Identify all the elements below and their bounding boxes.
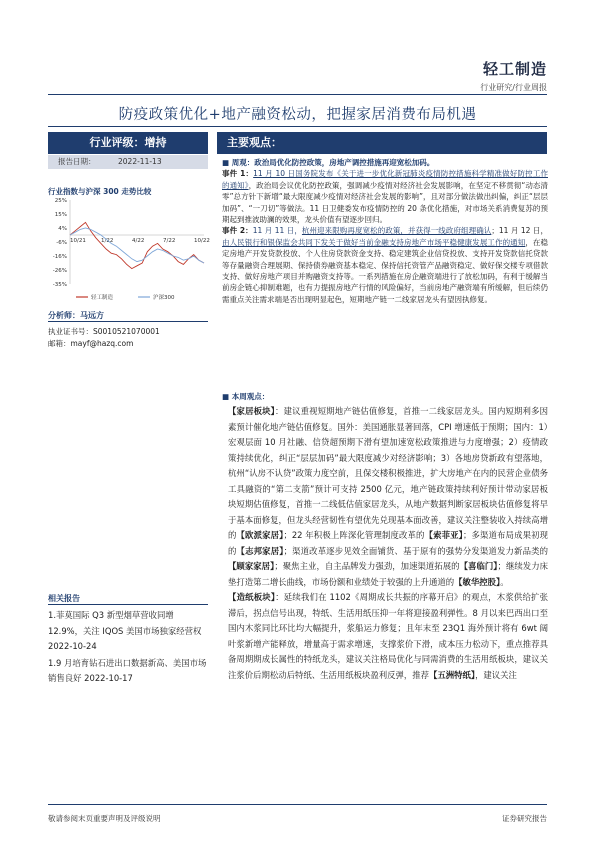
footer-divider: [48, 804, 547, 805]
home-furnishing-text: 。: [500, 576, 509, 587]
y-tick-label: 25%: [54, 198, 67, 204]
home-furnishing-tag: 【家居板块】: [228, 406, 276, 416]
related-report-item[interactable]: 1.菲莫国际 Q3 新型烟草营收同增 12.9%，关注 IQOS 美国市场独家经营权 2022-10-24: [48, 610, 202, 651]
event-2-tag: 事件 2：: [222, 226, 253, 236]
x-tick-label: 10/22: [194, 238, 210, 244]
paper-tag: 【造纸板块】: [228, 592, 276, 602]
y-tick-label: 4%: [58, 226, 67, 232]
this-week-heading: ■ 本周观点：: [222, 392, 270, 401]
event-2-date-a: 11 月 11 日，: [252, 226, 302, 236]
event-2: [222, 225, 548, 305]
event-1-tag: 事件 1：: [222, 169, 254, 179]
event-1: [222, 168, 548, 225]
report-title: 防疫政策优化+地产融资松动，把握家居消费布局机遇: [118, 107, 477, 123]
company-sleemon: 【喜临门】: [459, 561, 498, 571]
company-kuka: 【顾家家居】: [228, 561, 275, 571]
index-chart: [48, 196, 208, 306]
event-2-highlight-2: 由人民银行和银保监会共同下发关于做好当前金融支持房地产市场平稳健康发展工作的通知: [222, 237, 526, 247]
footer-label: 证券研究报告: [502, 814, 547, 823]
industry-rating: 行业评级：增持: [48, 132, 208, 154]
related-divider: [48, 604, 208, 605]
legend-label: 沪深300: [153, 295, 175, 301]
related-report-item[interactable]: 1.9 月培育钻石进出口数据新高、美国市场销售良好 2022-10-17: [48, 657, 207, 683]
report-date-label: 报告日期：: [58, 157, 96, 166]
company-wuzhou: 【五洲特纸】: [429, 669, 476, 680]
home-furnishing-text: ；聚焦主业，自主品牌发力强劲，加速渠道拓展的: [274, 561, 460, 571]
home-furnishing-text: ；渠道改革逐步见效全面铺货、基于原有的强势分发渠道发力新品类的: [283, 545, 549, 556]
home-furnishing-text: ；22 年积极上阵深化管理制度改革的: [283, 530, 425, 540]
home-furnishing-paragraph: [228, 404, 548, 590]
event-2-highlight-1: 杭州迎来限购再度宽松的政策，并获得一线政府组理确认: [301, 226, 492, 236]
company-manwah: 【敏华控股】: [454, 576, 501, 587]
x-tick-label: 10/21: [70, 238, 86, 244]
home-furnishing-text: ；多渠道布局成果初现的: [228, 530, 549, 556]
home-furnishing-text: ；继续发力床垫打造第二增长曲线，市场份额和业绩处于较强的上升通道的: [228, 561, 549, 587]
x-tick-label: 4/22: [132, 238, 145, 244]
chart-title: 行业指数与沪深 300 走势比较: [48, 187, 152, 196]
event-2-date-b: ；11 月 12 日，: [491, 226, 548, 236]
company-oppein: 【欧派家居】: [236, 530, 284, 540]
y-tick-label: -6%: [56, 240, 67, 246]
footer-disclaimer: 敬请参阅末页重要声明及评级说明: [48, 814, 161, 823]
event-2-text: ，在稳定房地产开发贷款投放、个人住房贷款资金支持、稳定建筑企业信贷投放、支持开发贷款信托贷款等存量融资合理展期、保持债券融资基本稳定、保持信托资管产品融资稳定、做好保交楼专项借款支持、做好房地产项目并购融资支持等。一系列措施在房企融资端进行了放松加码，有利于缓解当前房企链心抑制难题，也有力提振房地产行情的风险偏好，当前房地产融资端有所缓解，但后续仍需重点关注需求端是否出现明显起色，短期地产链一二线家居龙头有望因执修复。: [222, 237, 549, 304]
main-points-header: 主要观点：: [217, 132, 547, 154]
y-tick-label: -35%: [52, 282, 67, 288]
related-reports-list: [48, 608, 210, 688]
event-1-text: ，政治局会议优化防控政策，强调减少疫情对经济社会发展影响，在坚定不移贯彻“动态清零”总方针下新增“最大限度减少疫情对经济社会发展的影响”，且对部分做法做出纠偏，纠正“层层加码”、“一刀切”等做法。11 日卫健委发布疫情防控的 20 条优化措施，对市场关系消费复苏的预期起到推波助澜的效果，龙头价值有望逐步回归。: [222, 180, 548, 225]
paper-paragraph: [228, 590, 548, 683]
this-week-section: [228, 404, 548, 683]
weekly-view-heading: ■ 周观：政治局优化防控政策，房地产调控措施再迎宽松加码。: [222, 158, 435, 167]
analyst-title: 分析师：马远方: [48, 311, 104, 320]
x-tick-label: 7/22: [163, 238, 176, 244]
report-date-bar: [48, 155, 208, 169]
y-tick-label: -26%: [52, 268, 67, 274]
company-sophia: 【索菲亚】: [424, 530, 463, 540]
sector-title: 轻工制造: [482, 60, 547, 78]
weekly-view-section: [222, 157, 548, 305]
paper-text: ：延续我们在 1102《周期成长共振的序幕开启》的观点，木浆供给扩张滞后，拐点信号出现，特纸、生活用纸压抑一年将迎接盈利弹性。8 月以来巴西出口至国内木浆同比环比均大幅提升，浆船运力修复；且年末至 23Q1 海外预计将有 6wt 阔叶浆新增产能释放，增量高于需求增速，支撑浆价下滑，成本压力松动下，重点推荐具备周期期成长属性的特纸龙头，建议关注格局优化与同需消费的生活用纸板块，建议关注浆价后期松动后特纸、生活用纸板块盈利反弹，推荐: [228, 592, 548, 680]
paper-text: ，建议关注: [475, 669, 517, 680]
analyst-divider: [48, 321, 208, 322]
y-tick-label: 15%: [54, 212, 67, 218]
event-1-highlight: 11 月 10 日国务院发布《关于进一步优化新冠肺炎疫情防控措施科学精准做好防控工作的通知》: [222, 169, 548, 190]
header-divider: [48, 94, 547, 95]
analyst-email[interactable]: 邮箱：mayf@hazq.com: [48, 339, 134, 348]
x-tick-label: 1/22: [101, 238, 114, 244]
home-furnishing-text: ：建议重视短期地产链估值修复，首推一二线家居龙头。国内短期利多因素预计催化地产链估值修复。国外：美国通胀显著回落，CPI 增速低于预期；国内：1）宏观层面 10 月社融、信贷超预期下滑有望加速宽松政策推进与力度增强；2）疫情政策持续优化，纠正“层层加码”最大限度减少对经济影响；3）各地房贷新政有望落地，杭州“认房不认贷”政策力度空前，且保交楼积极推进，扩大房地产在内的民营企业债务工具融资的“第二支箭”预计可支持 2500 亿元，地产链政策持续利好预计带动家居板块短期估值修复，首推一二线低估值家居龙头，从地产数据判断家居板块估值修复将早于基本面修复，但龙头经营韧性有望优先兑现基本面改善，建议关注整装收入持续高增的: [228, 406, 549, 540]
company-zbom: 【志邦家居】: [236, 545, 284, 556]
series-line-csi300: [70, 228, 204, 263]
y-tick-label: -16%: [52, 254, 67, 260]
index-chart-svg: [48, 196, 208, 306]
analyst-license: 执业证书号：S0010521070001: [48, 327, 160, 336]
report-category: 行业研究/行业周报: [480, 83, 547, 92]
legend-label: 轻工制造: [91, 295, 114, 301]
title-divider: [48, 126, 547, 127]
report-date-value: 2022-11-13: [118, 157, 162, 166]
related-reports-title: 相关报告: [48, 594, 80, 603]
